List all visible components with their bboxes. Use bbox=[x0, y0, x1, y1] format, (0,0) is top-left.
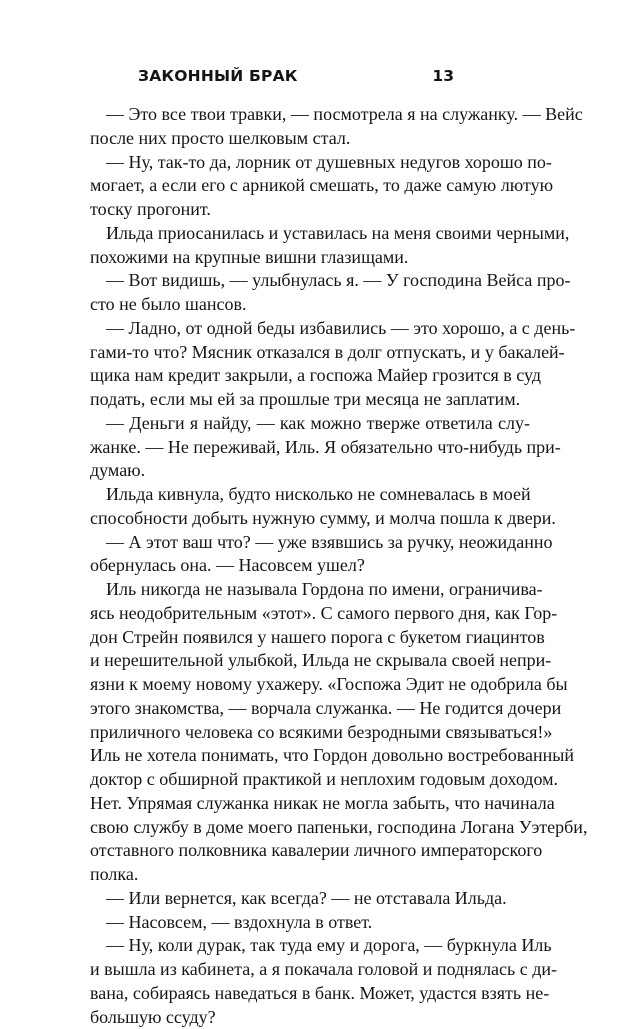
text-line: жанке. — Не переживай, Иль. Я обязательно что-нибудь при- bbox=[90, 436, 530, 460]
text-line: — Ну, так-то да, лорник от душевных недугов хорошо по- bbox=[90, 151, 530, 175]
text-line: дон Стрейн появился у нашего порога с букетом гиацинтов bbox=[90, 626, 530, 650]
text-line: думаю. bbox=[90, 459, 530, 483]
paragraph bbox=[90, 911, 530, 935]
text-line: щика нам кредит закрыли, а госпожа Майер грозится в суд bbox=[90, 364, 530, 388]
paragraph bbox=[90, 531, 530, 579]
text-line: полка. bbox=[90, 863, 530, 887]
page-number: 13 bbox=[432, 64, 454, 88]
text-line: вана, собираясь наведаться в банк. Может, удастся взять не- bbox=[90, 982, 530, 1006]
text-line: подать, если мы ей за прошлые три месяца не заплатим. bbox=[90, 388, 530, 412]
text-line: — Ладно, от одной беды избавились — это хорошо, а с день- bbox=[90, 317, 530, 341]
paragraph bbox=[90, 934, 530, 1029]
text-line: большую ссуду? bbox=[90, 1006, 530, 1029]
text-line: Нет. Упрямая служанка никак не могла забыть, что начинала bbox=[90, 792, 530, 816]
text-line: доктор с обширной практикой и неплохим годовым доходом. bbox=[90, 768, 530, 792]
text-line: этого знакомства, — ворчала служанка. — Не годится дочери bbox=[90, 697, 530, 721]
text-line: тоску прогонит. bbox=[90, 198, 530, 222]
paragraph bbox=[90, 578, 530, 887]
text-line: способности добыть нужную сумму, и молча пошла к двери. bbox=[90, 507, 530, 531]
text-line: могает, а если его с арникой смешать, то даже самую лютую bbox=[90, 174, 530, 198]
text-line: после них просто шелковым стал. bbox=[90, 127, 530, 151]
body-text bbox=[90, 103, 530, 1029]
text-line: сто не было шансов. bbox=[90, 293, 530, 317]
text-line: ясь неодобрительным «этот». С самого первого дня, как Гор- bbox=[90, 602, 530, 626]
text-line: Ильда приосанилась и уставилась на меня своими черными, bbox=[90, 222, 530, 246]
text-line: — Насовсем, — вздохнула в ответ. bbox=[90, 911, 530, 935]
text-line: свою службу в доме моего папеньки, господина Логана Уэтерби, bbox=[90, 816, 530, 840]
paragraph bbox=[90, 412, 530, 483]
paragraph bbox=[90, 151, 530, 222]
text-line: приличного человека со всякими безродными связываться!» bbox=[90, 721, 530, 745]
text-line: отставного полковника кавалерии личного императорского bbox=[90, 839, 530, 863]
text-line: язни к моему новому ухажеру. «Госпожа Эдит не одобрила бы bbox=[90, 673, 530, 697]
paragraph bbox=[90, 269, 530, 317]
text-line: — Это все твои травки, — посмотрела я на служанку. — Вейс bbox=[90, 103, 530, 127]
text-line: — Ну, коли дурак, так туда ему и дорога, — буркнула Иль bbox=[90, 934, 530, 958]
text-line: — А этот ваш что? — уже взявшись за ручку, неожиданно bbox=[90, 531, 530, 555]
paragraph bbox=[90, 103, 530, 151]
paragraph bbox=[90, 317, 530, 412]
text-line: похожими на крупные вишни глазищами. bbox=[90, 246, 530, 270]
text-line: — Деньги я найду, — как можно тверже ответила слу- bbox=[90, 412, 530, 436]
text-line: — Или вернется, как всегда? — не отставала Ильда. bbox=[90, 887, 530, 911]
paragraph bbox=[90, 483, 530, 531]
text-line: и нерешительной улыбкой, Ильда не скрывала своей непри- bbox=[90, 649, 530, 673]
text-line: и вышла из кабинета, а я покачала головой и поднялась с ди- bbox=[90, 958, 530, 982]
text-line: гами-то что? Мясник отказался в долг отпускать, и у бакалей- bbox=[90, 341, 530, 365]
text-line: Иль никогда не называла Гордона по имени, ограничива- bbox=[90, 578, 530, 602]
text-line: обернулась она. — Насовсем ушел? bbox=[90, 554, 530, 578]
paragraph bbox=[90, 222, 530, 270]
running-title: ЗАКОННЫЙ БРАК bbox=[138, 64, 298, 88]
text-line: Ильда кивнула, будто нисколько не сомневалась в моей bbox=[90, 483, 530, 507]
text-line: — Вот видишь, — улыбнулась я. — У господина Вейса про- bbox=[90, 269, 530, 293]
page-header bbox=[138, 64, 454, 88]
paragraph bbox=[90, 887, 530, 911]
text-line: Иль не хотела понимать, что Гордон довольно востребованный bbox=[90, 744, 530, 768]
